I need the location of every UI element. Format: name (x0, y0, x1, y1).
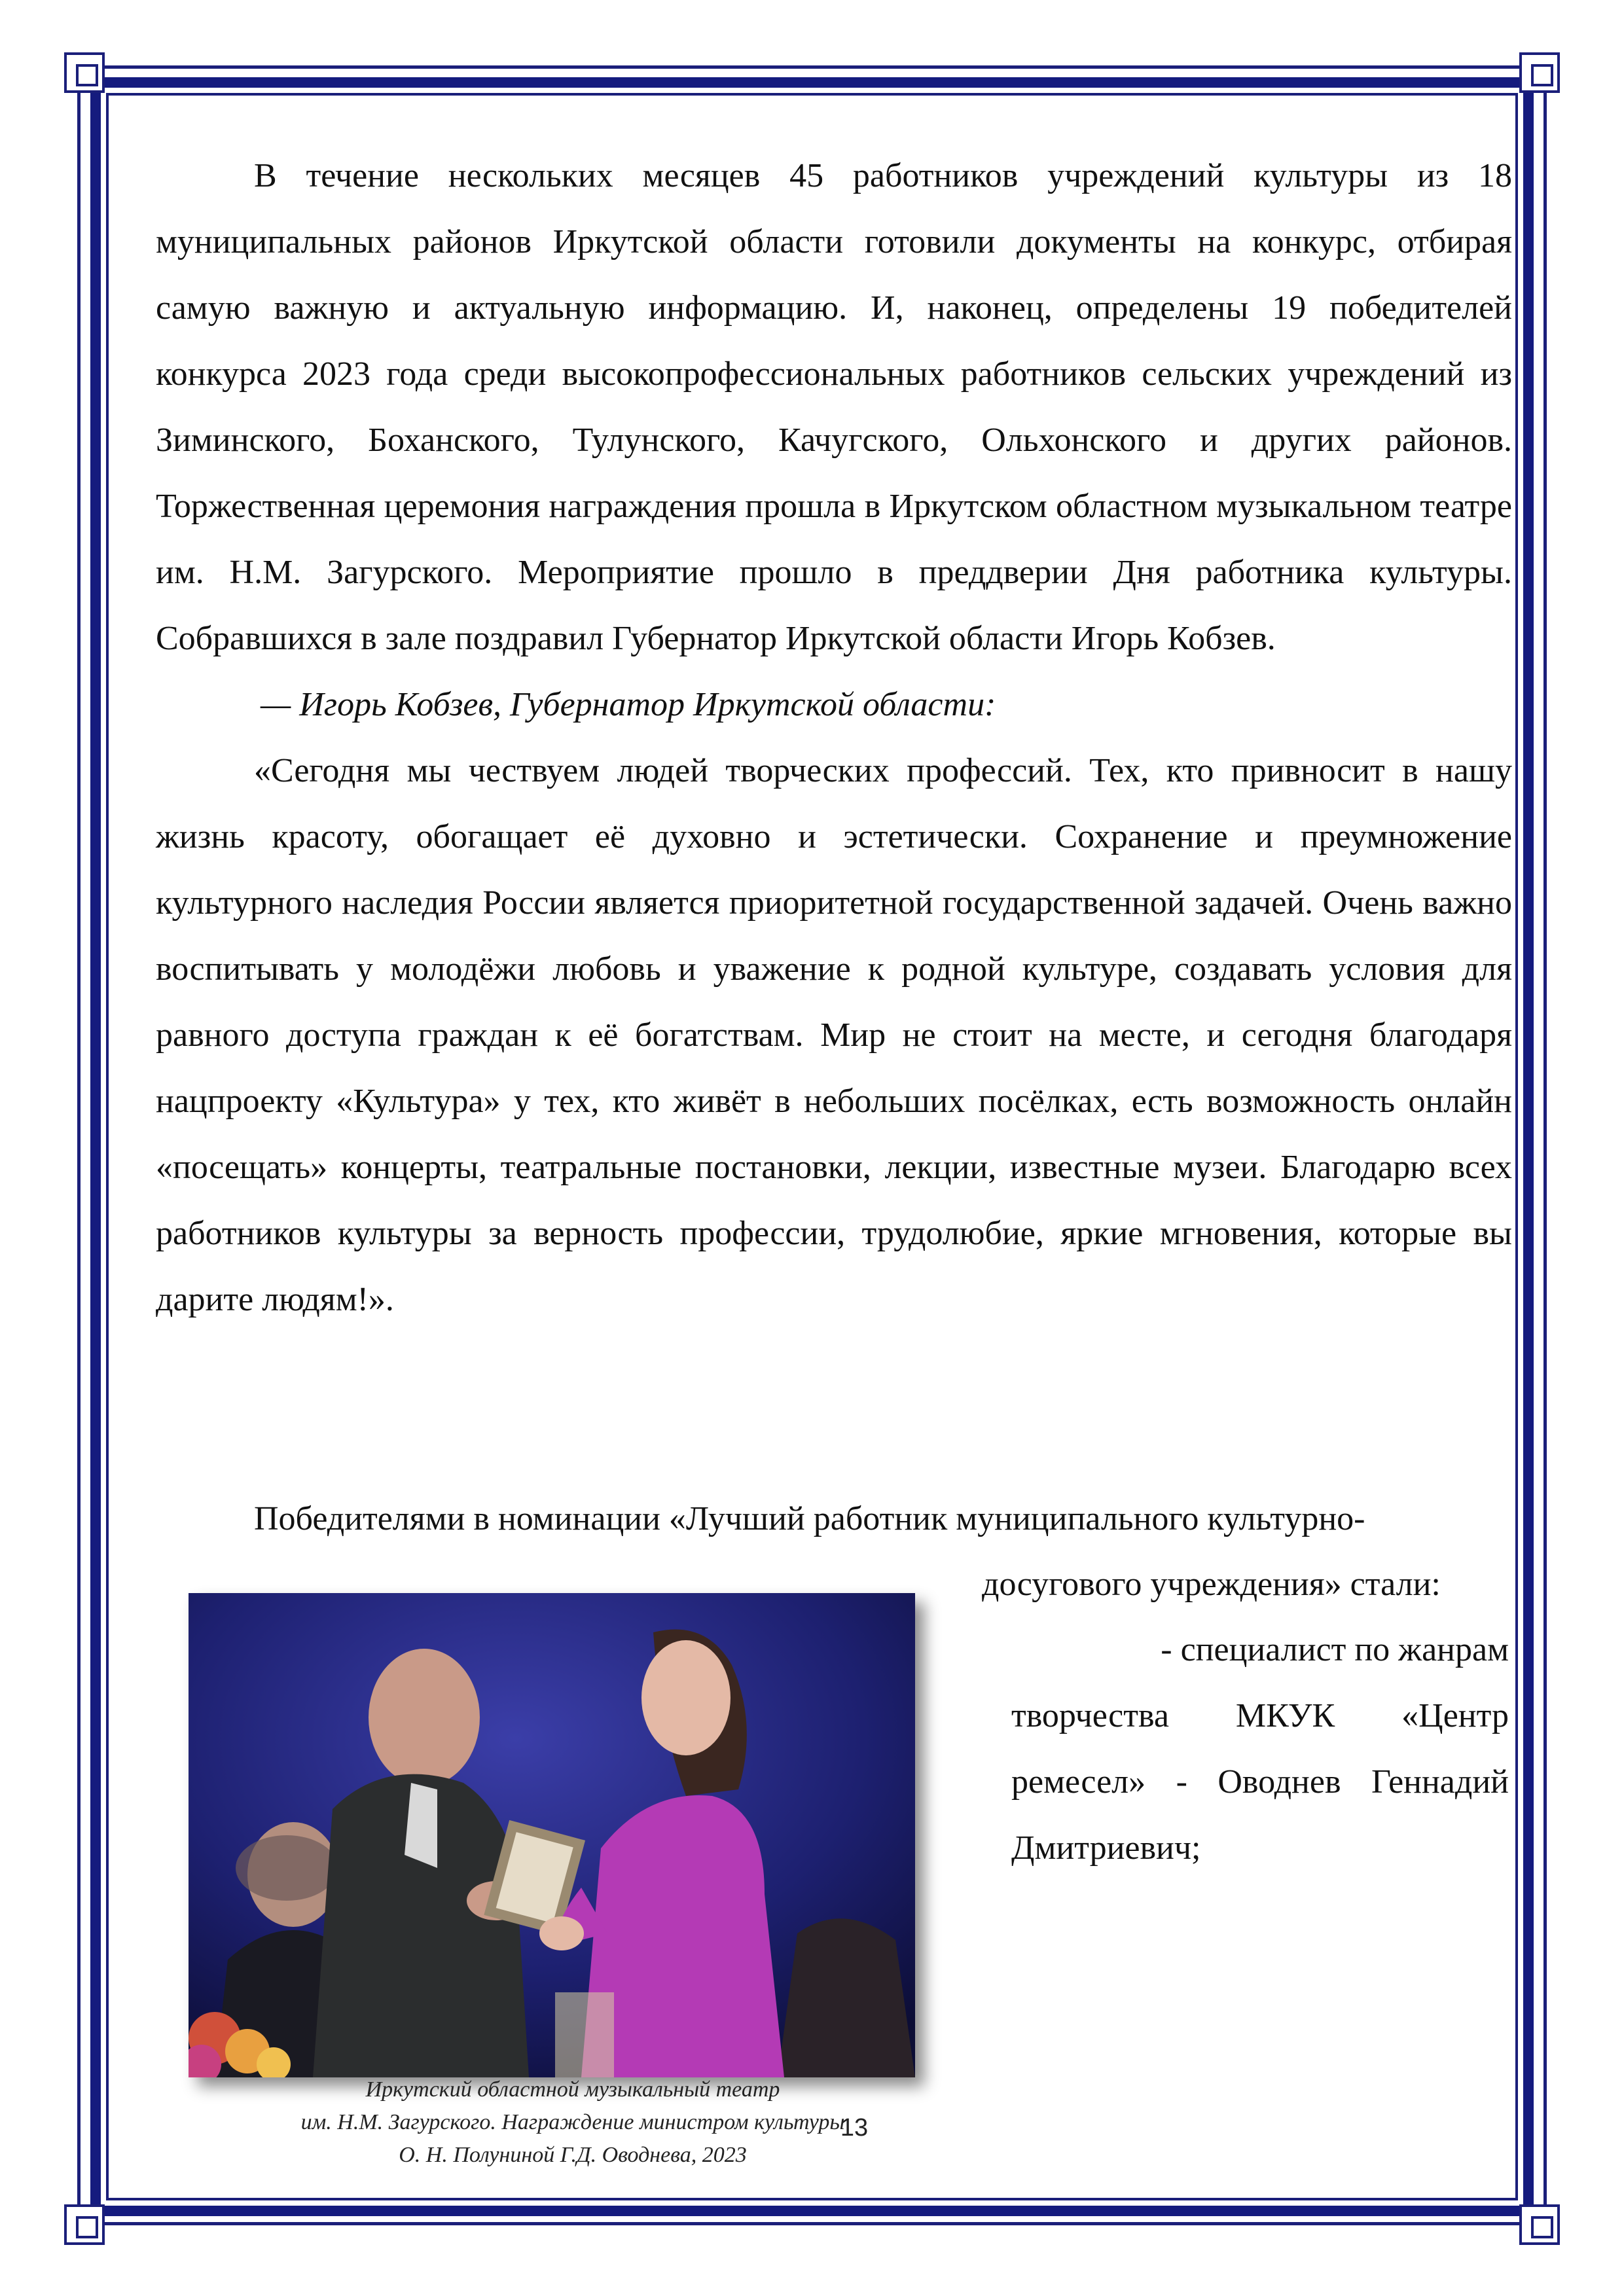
winner-entry-lead: - специалист по жанрам (1161, 1631, 1509, 1668)
caption-line: Иркутский областной музыкальный театр (365, 2077, 780, 2102)
governor-quote: «Сегодня мы чествуем людей творческих профессий. Тех, кто привносит в нашу жизнь красоту, обогащает её духовно и эстетически. Сохранение и преумножение культурного наследия России является приоритетной государственной задачей. Очень важно воспитывать у молодёжи любовь и уважение к родной культуре, создавать условия для равного доступа граждан к её богатствам. Мир не стоит на месте, и сегодня благодаря нацпроекту «Культура» у тех, кто живёт в небольших посёлках, есть возможность онлайн «посещать» концерты, театральные постановки, лекции, известные музеи. Благодарю всех работников культуры за верность профессии, трудолюбие, яркие мгновения, которые вы дарите людям!». (156, 752, 1512, 1318)
frame-corner-ornament (64, 52, 105, 93)
winners-intro-continuation: досугового учреждения» стали: (982, 1566, 1441, 1603)
frame-corner-ornament (1519, 52, 1560, 93)
caption-line: им. Н.М. Загурского. Награждение министром культуры (300, 2110, 845, 2134)
paragraph-intro: В течение нескольких месяцев 45 работников учреждений культуры из 18 муниципальных районов Иркутской области готовили документы на конкурс, отбирая самую важную и актуальную информацию. И, наконец, определены 19 победителей конкурса 2023 года среди высокопрофессиональных работников сельских учреждений из Зиминского, Боханского, Тулунского, Качугского, Ольхонского и других районов. Торжественная церемония награждения прошла в Иркутском областном музыкальном театре им. Н.М. Загурского. Мероприятие прошло в преддверии Дня работника культуры. Собравшихся в зале поздравил Губернатор Иркутской области Игорь Кобзев. (156, 157, 1512, 657)
winners-intro-line2 (982, 1551, 1499, 1617)
frame-corner-ornament (64, 2204, 105, 2245)
winners-intro-line1 (156, 1486, 1512, 1552)
quote-attribution: — Игорь Кобзев, Губернатор Иркутской области: (261, 686, 996, 723)
main-text-block (156, 143, 1512, 1333)
winner-entry (1011, 1617, 1509, 1881)
caption-line: О. Н. Полуниной Г.Д. Оводнева, 2023 (399, 2143, 747, 2167)
award-ceremony-photo (189, 1593, 915, 2077)
winners-intro-text: Победителями в номинации «Лучший работник муниципального культурно- (254, 1500, 1365, 1537)
winner-entry-text: творчества МКУК «Центр ремесел» - Оводнев Геннадий Дмитриевич; (1011, 1697, 1509, 1867)
page-number: 13 (840, 2114, 869, 2142)
frame-corner-ornament (1519, 2204, 1560, 2245)
